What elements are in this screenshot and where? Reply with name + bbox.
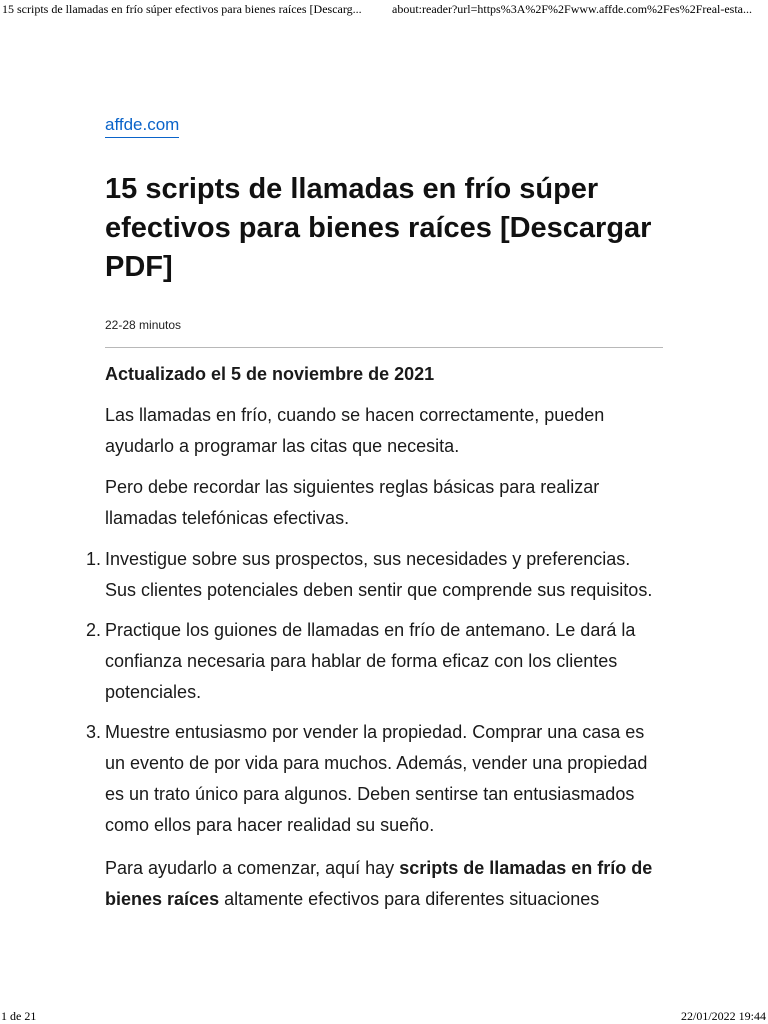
list-item-number: 2.	[85, 620, 101, 640]
list-item	[85, 717, 663, 841]
print-header	[0, 0, 768, 18]
list-item-number: 3.	[85, 722, 101, 742]
closing-text-end: altamente efectivos para diferentes situaciones	[219, 889, 600, 909]
list-item	[85, 615, 663, 708]
print-header-url: about:reader?url=https%3A%2F%2Fwww.affde.com%2Fes%2Freal-esta...	[392, 2, 753, 16]
source-domain-link[interactable]: affde.com	[105, 114, 179, 138]
updated-date: Actualizado el 5 de noviembre de 2021	[105, 364, 435, 384]
closing-paragraph	[105, 853, 663, 915]
list-item-text: Investigue sobre sus prospectos, sus necesidades y preferencias. Sus clientes potenciales deben sentir que comprende sus requisitos.	[105, 549, 653, 600]
list-item	[85, 544, 663, 606]
print-footer	[0, 1008, 768, 1024]
closing-text-start: Para ayudarlo a comenzar, aquí hay	[105, 858, 400, 878]
page-counter: 1 de 21	[1, 1009, 37, 1023]
print-header-title: 15 scripts de llamadas en frío súper efectivos para bienes raíces [Descarg...	[2, 2, 362, 16]
list-item-number: 1.	[85, 549, 101, 569]
header-divider	[105, 347, 663, 348]
print-datetime: 22/01/2022 19:44	[680, 1009, 766, 1023]
closing-bold-text: scripts de llamadas en frío de bienes raíces	[105, 858, 653, 909]
article-content	[85, 360, 663, 915]
paragraph: Pero debe recordar las siguientes reglas básicas para realizar llamadas telefónicas efectivas.	[105, 477, 600, 528]
rules-list	[85, 544, 663, 841]
reading-time: 22-28 minutos	[105, 318, 182, 332]
list-item-text: Muestre entusiasmo por vender la propiedad. Comprar una casa es un evento de por vida para muchos. Además, vender una propiedad es un trato único para algunos. Deben sentirse tan entusiasmados como ellos para hacer realidad su sueño.	[105, 722, 648, 835]
reader-view	[85, 114, 663, 915]
list-item-text: Practique los guiones de llamadas en frío de antemano. Le dará la confianza necesaria para hablar de forma eficaz con los clientes potenciales.	[105, 620, 636, 702]
article-title: 15 scripts de llamadas en frío súper efectivos para bienes raíces [Descargar PDF]	[105, 173, 652, 283]
paragraph: Las llamadas en frío, cuando se hacen correctamente, pueden ayudarlo a programar las citas que necesita.	[105, 405, 605, 456]
